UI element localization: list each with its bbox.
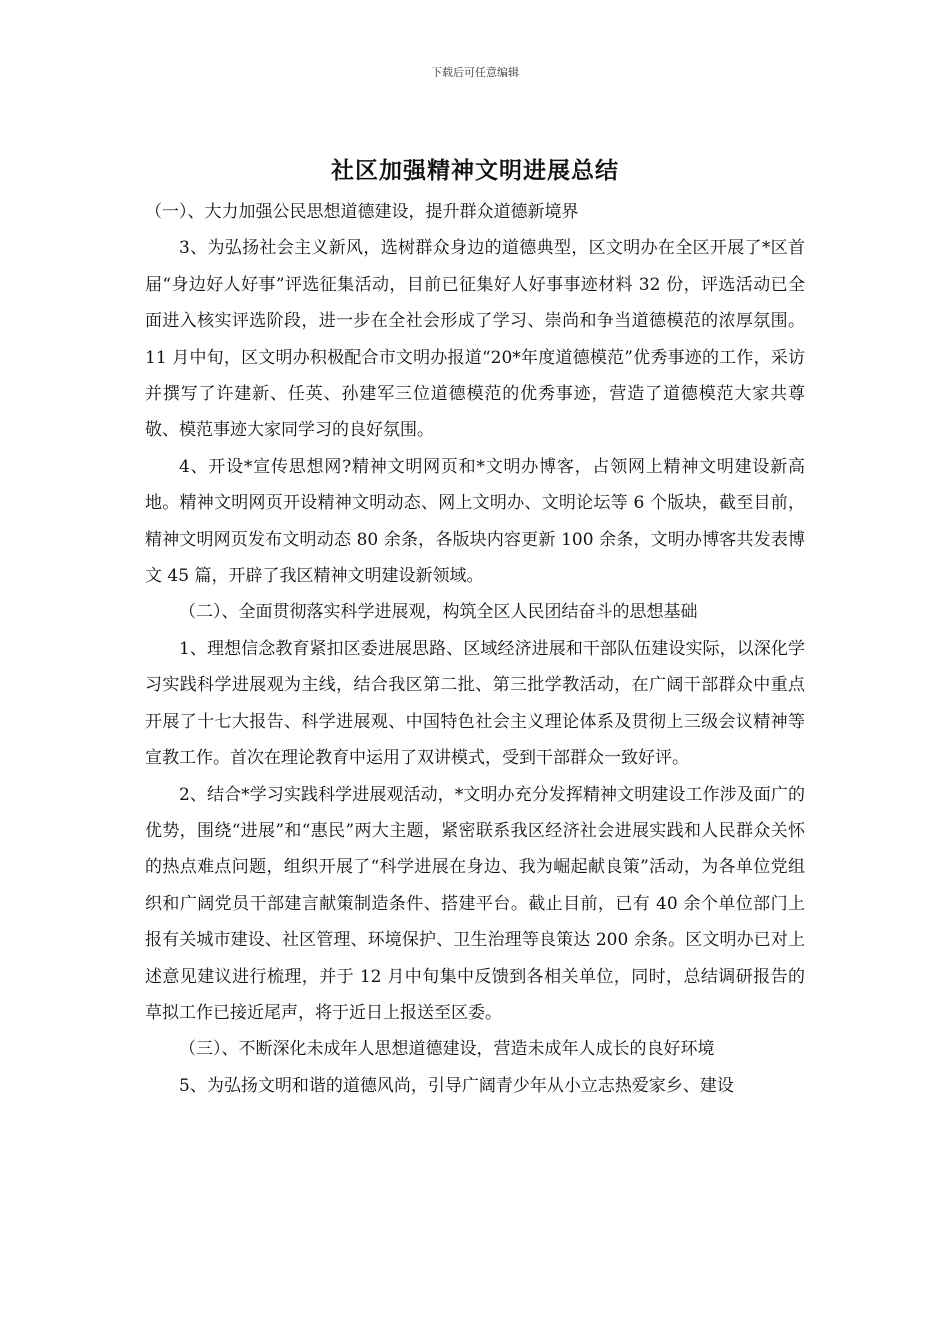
header-note: 下载后可任意编辑 bbox=[431, 66, 519, 79]
section-heading-1: （一）、大力加强公民思想道德建设，提升群众道德新境界 bbox=[145, 202, 579, 222]
section-heading-3: （三）、不断深化未成年人思想道德建设，营造未成年人成长的良好环境 bbox=[179, 1039, 715, 1060]
paragraph-3: 3、为弘扬社会主义新风，选树群众身边的道德典型，区文明办在全区开展了*区首届“身边好人好事”评选征集活动，目前已征集好人好事事迹材料 32 份，评选活动已全面进入核实评选阶段，进一步在全社会形成了学习、崇尚和争当道德模范的浓厚氛围。11 月中旬，区文明办积极配合市文明办报道“20*年度道德模范”优秀事迹的工作，采访并撰写了许建新、任英、孙建军三位道德模范的优秀事迹，营造了道德模范大家共尊敬、模范事迹大家同学习的良好氛围。 bbox=[145, 238, 805, 441]
section-heading-2: （二）、全面贯彻落实科学进展观，构筑全区人民团结奋斗的思想基础 bbox=[179, 602, 698, 623]
paragraph-3-5: 5、为弘扬文明和谐的道德风尚，引导广阔青少年从小立志热爱家乡、建设 bbox=[179, 1075, 734, 1096]
paragraph-2-2: 2、结合*学习实践科学进展观活动，*文明办充分发挥精神文明建设工作涉及面广的优势，围绕“进展”和“惠民”两大主题，紧密联系我区经济社会进展实践和人民群众关怀的热点难点问题，组织开展了“科学进展在身边、我为崛起献良策”活动，为各单位党组织和广阔党员干部建言献策制造条件、搭建平台。截止目前，已有 40 余个单位部门上报有关城市建设、社区管理、环境保护、卫生治理等良策达 200 余条。区文明办已对上述意见建议进行梳理，并于 12 月中旬集中反馈到各相关单位，同时，总结调研报告的草拟工作已接近尾声，将于近日上报送至区委。 bbox=[145, 784, 805, 1023]
document-title: 社区加强精神文明进展总结 bbox=[331, 158, 619, 184]
paragraph-2-1: 1、理想信念教育紧扣区委进展思路、区域经济进展和干部队伍建设实际，以深化学习实践科学进展观为主线，结合我区第二批、第三批学教活动，在广阔干部群众中重点开展了十七大报告、科学进展观、中国特色社会主义理论体系及贯彻上三级会议精神等宣教工作。首次在理论教育中运用了双讲模式，受到干部群众一致好评。 bbox=[145, 638, 805, 769]
document-body bbox=[145, 194, 805, 1104]
paragraph-4: 4、开设*宣传思想网?精神文明网页和*文明办博客，占领网上精神文明建设新高地。精神文明网页开设精神文明动态、网上文明办、文明论坛等 6 个版块，截至目前，精神文明网页发布文明动态 80 余条，各版块内容更新 100 余条，文明办博客共发表博文 45 篇，开辟了我区精神文明建设新领域。 bbox=[145, 456, 805, 587]
